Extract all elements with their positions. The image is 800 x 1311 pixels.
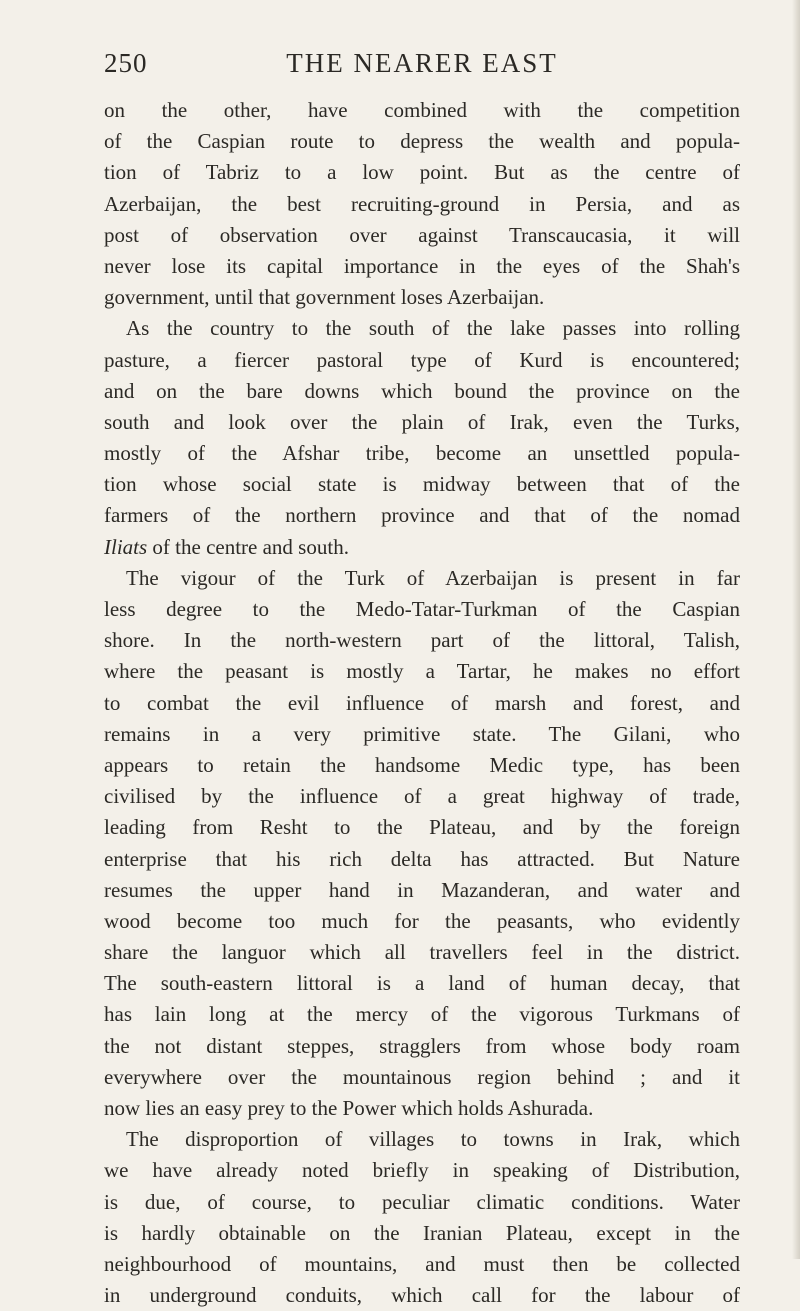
text-line: neighbourhood of mountains, and must then be collected [104,1251,740,1276]
text-line: Azerbaijan, the best recruiting-ground in Persia, and as [104,191,740,216]
italic-term: Iliats [104,534,148,559]
text-line: is hardly obtainable on the Iranian Plateau, except in the [104,1220,740,1245]
text-line: As the country to the south of the lake passes into rolling [126,316,740,341]
text-line: we have already noted briefly in speaking of Distribution, [104,1158,740,1183]
text-line: tion of Tabriz to a low point. But as the centre of [104,160,740,185]
text-line: the not distant steppes, stragglers from whose body roam [104,1033,740,1058]
text-line: remains in a very primitive state. The Gilani, who [104,721,740,746]
text-line [104,532,740,563]
text-line: south and look over the plain of Irak, even the Turks, [104,409,740,434]
running-head: THE NEARER EAST [286,48,558,78]
text-line: everywhere over the mountainous region behind ; and it [104,1064,740,1089]
text-line: and on the bare downs which bound the province on the [104,378,740,403]
text-line: resumes the upper hand in Mazanderan, and water and [104,877,740,902]
text-fragment: of the centre and south. [147,534,349,559]
body-text [104,95,740,1311]
text-line: in underground conduits, which call for the labour of [104,1283,740,1308]
text-line: enterprise that his rich delta has attracted. But Nature [104,846,740,871]
text-line: now lies an easy prey to the Power which holds Ashurada. [104,1096,594,1120]
text-line: shore. In the north-western part of the littoral, Talish, [104,628,740,653]
text-line: The vigour of the Turk of Azerbaijan is present in far [126,565,740,590]
text-line: mostly of the Afshar tribe, become an unsettled popula- [104,441,740,466]
page-edge-shadow [792,0,800,1259]
text-line: civilised by the influence of a great highway of trade, [104,784,740,809]
text-line: tion whose social state is midway between that of the [104,472,740,497]
text-line: of the Caspian route to depress the wealth and popula- [104,129,740,154]
text-line: wood become too much for the peasants, who evidently [104,908,740,933]
text-line: The disproportion of villages to towns in Irak, which [126,1127,740,1152]
text-line: pasture, a fiercer pastoral type of Kurd is encountered; [104,347,740,372]
text-line: on the other, have combined with the competition [104,98,740,122]
text-line: appears to retain the handsome Medic type, has been [104,752,740,777]
text-line: is due, of course, to peculiar climatic conditions. Water [104,1189,740,1214]
text-line: where the peasant is mostly a Tartar, he makes no effort [104,659,740,684]
text-line: post of observation over against Transcaucasia, it will [104,222,740,247]
text-line: to combat the evil influence of marsh and forest, and [104,690,740,715]
text-line: farmers of the northern province and that of the nomad [104,503,740,528]
text-line: less degree to the Medo-Tatar-Turkman of the Caspian [104,597,740,621]
text-line: government, until that government loses Azerbaijan. [104,285,545,310]
text-line: The south-eastern littoral is a land of human decay, that [104,971,740,996]
text-line: has lain long at the mercy of the vigorous Turkmans of [104,1002,740,1027]
page-header [104,48,740,84]
page-number: 250 [104,48,148,78]
text-line: leading from Resht to the Plateau, and by the foreign [104,815,740,840]
text-line: never lose its capital importance in the eyes of the Shah's [104,253,740,278]
text-line: share the languor which all travellers feel in the district. [104,940,740,965]
